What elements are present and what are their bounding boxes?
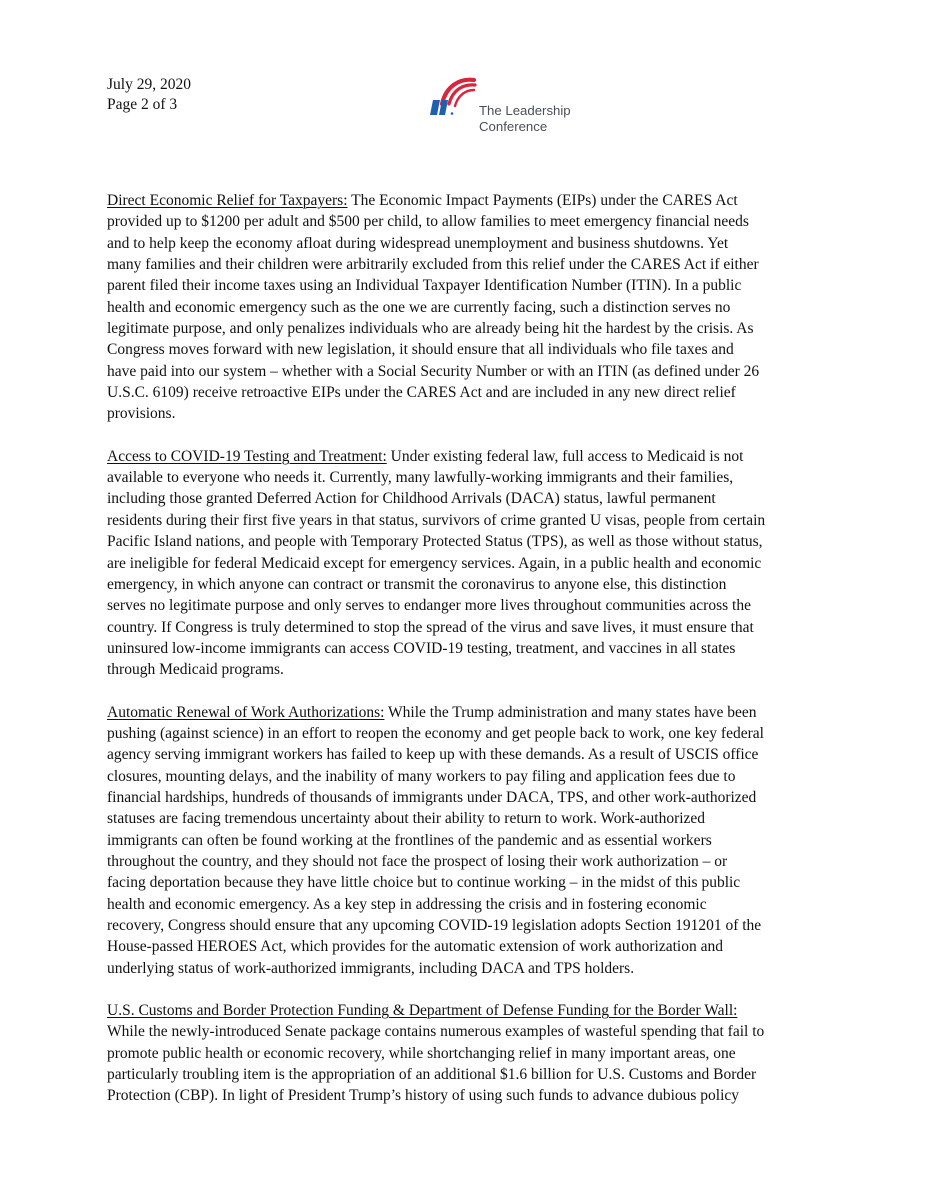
paragraph-line: Congress moves forward with new legislation, it should ensure that all individuals who file taxes and xyxy=(107,341,734,359)
logo-mark-icon xyxy=(428,76,478,124)
paragraph-line: While the newly-introduced Senate package contains numerous examples of wasteful spending that fail to xyxy=(107,1023,765,1041)
paragraph-line: recovery, Congress should ensure that any upcoming COVID-19 legislation adopts Section 191201 of the xyxy=(107,917,762,934)
paragraph-line: emergency, in which anyone can contract or transmit the coronavirus to anyone else, this distinction xyxy=(107,575,727,593)
paragraph-first-line xyxy=(107,446,817,467)
letter-header xyxy=(107,75,191,115)
paragraph-line: provisions. xyxy=(107,405,176,423)
paragraph-first-line xyxy=(107,190,817,211)
page-number: Page 2 of 3 xyxy=(107,96,178,113)
section-heading: Direct Economic Relief for Taxpayers: xyxy=(107,192,348,209)
logo-line-1: The Leadership xyxy=(479,103,571,118)
logo-text xyxy=(479,103,571,135)
paragraph-first-line xyxy=(107,702,817,723)
paragraph-line: legitimate purpose, and only penalizes individuals who are already being hit the hardest by the crisis. As xyxy=(107,320,754,338)
section-heading: Access to COVID-19 Testing and Treatment: xyxy=(107,447,387,465)
paragraph-text: While the Trump administration and many states have been xyxy=(384,703,757,721)
paragraph-line: many families and their children were arbitrarily excluded from this relief under the CARES Act if either xyxy=(107,256,759,274)
paragraph-line: through Medicaid programs. xyxy=(107,661,284,679)
leadership-conference-logo xyxy=(428,76,598,136)
paragraph-line: residents during their first five years in that status, survivors of crime granted U visas, people from certain xyxy=(107,511,766,529)
section-heading: U.S. Customs and Border Protection Funding & Department of Defense Funding for the Border Wall: xyxy=(107,1002,738,1020)
paragraph-text: Under existing federal law, full access to Medicaid is not xyxy=(386,447,744,465)
paragraph-line: available to everyone who needs it. Currently, many lawfully-working immigrants and their families, xyxy=(107,469,734,487)
paragraph-line: have paid into our system – whether with a Social Security Number or with an ITIN (as defined under 26 xyxy=(107,362,760,380)
paragraph-line: provided up to $1200 per adult and $500 per child, to allow families to meet emergency financial needs xyxy=(107,213,749,231)
paragraph-line: country. If Congress is truly determined to stop the spread of the virus and save lives, it must ensure that xyxy=(107,618,754,636)
paragraph-line: promote public health or economic recovery, while shortchanging relief in many important areas, one xyxy=(107,1044,736,1062)
paragraph-line: agency serving immigrant workers has failed to keep up with these demands. As a result of USCIS office xyxy=(107,746,759,764)
paragraph-line: U.S.C. 6109) receive retroactive EIPs under the CARES Act and are included in any new direct relief xyxy=(107,384,736,402)
paragraph-line: Pacific Island nations, and people with Temporary Protected Status (TPS), as well as those without status, xyxy=(107,533,763,551)
paragraph-line: are ineligible for federal Medicaid except for emergency services. Again, in a public health and economic xyxy=(107,554,762,572)
paragraph-line: statuses are facing tremendous uncertainty about their ability to return to work. Work-authorized xyxy=(107,810,706,828)
paragraph-line: health and economic emergency such as the one we are currently facing, such a distinction serves no xyxy=(107,298,731,316)
paragraph-line: uninsured low-income immigrants can access COVID-19 testing, treatment, and vaccines in all states xyxy=(107,639,736,657)
paragraph-text: The Economic Impact Payments (EIPs) under the CARES Act xyxy=(347,192,738,209)
letter-date: July 29, 2020 xyxy=(107,76,191,93)
paragraph-line: underlying status of work-authorized immigrants, including DACA and TPS holders. xyxy=(107,959,635,977)
logo-line-2: Conference xyxy=(479,119,548,134)
letter-body xyxy=(107,190,817,1128)
paragraph-line: financial hardships, hundreds of thousands of immigrants under DACA, TPS, and other work-authorized xyxy=(107,788,757,806)
paragraph-line: closures, mounting delays, and the inability of many workers to pay filing and application fees due to xyxy=(107,767,736,785)
paragraph-first-line xyxy=(107,1000,817,1021)
paragraph-line: facing deportation because they have little choice but to continue working – in the midst of this public xyxy=(107,874,741,892)
paragraph xyxy=(107,702,817,979)
paragraph-line: immigrants can often be found working at the frontlines of the pandemic and as essential workers xyxy=(107,831,712,849)
paragraph-line: parent filed their income taxes using an Individual Taxpayer Identification Number (ITIN). In a public xyxy=(107,277,742,295)
paragraph-line: pushing (against science) in an effort to reopen the economy and get people back to work, one key federal xyxy=(107,724,764,742)
paragraph-line: serves no legitimate purpose and only serves to endanger more lives throughout communities across the xyxy=(107,597,751,615)
section-heading: Automatic Renewal of Work Authorizations: xyxy=(107,703,385,721)
paragraph xyxy=(107,1000,817,1107)
paragraph-line: throughout the country, and they should not face the prospect of losing their work authorization – or xyxy=(107,852,728,870)
paragraph-line: particularly troubling item is the appropriation of an additional $1.6 billion for U.S. Customs and Border xyxy=(107,1066,757,1084)
paragraph xyxy=(107,446,817,681)
paragraph xyxy=(107,190,817,425)
paragraph-line: House-passed HEROES Act, which provides for the automatic extension of work authorization and xyxy=(107,938,723,956)
paragraph-line: including those granted Deferred Action for Childhood Arrivals (DACA) status, lawful permanent xyxy=(107,490,716,508)
paragraph-line: Protection (CBP). In light of President Trump’s history of using such funds to advance dubious policy xyxy=(107,1087,740,1105)
paragraph-line: and to help keep the economy afloat during widespread unemployment and business shutdowns. Yet xyxy=(107,234,729,252)
paragraph-line: health and economic emergency. As a key step in addressing the crisis and in fostering economic xyxy=(107,895,707,913)
